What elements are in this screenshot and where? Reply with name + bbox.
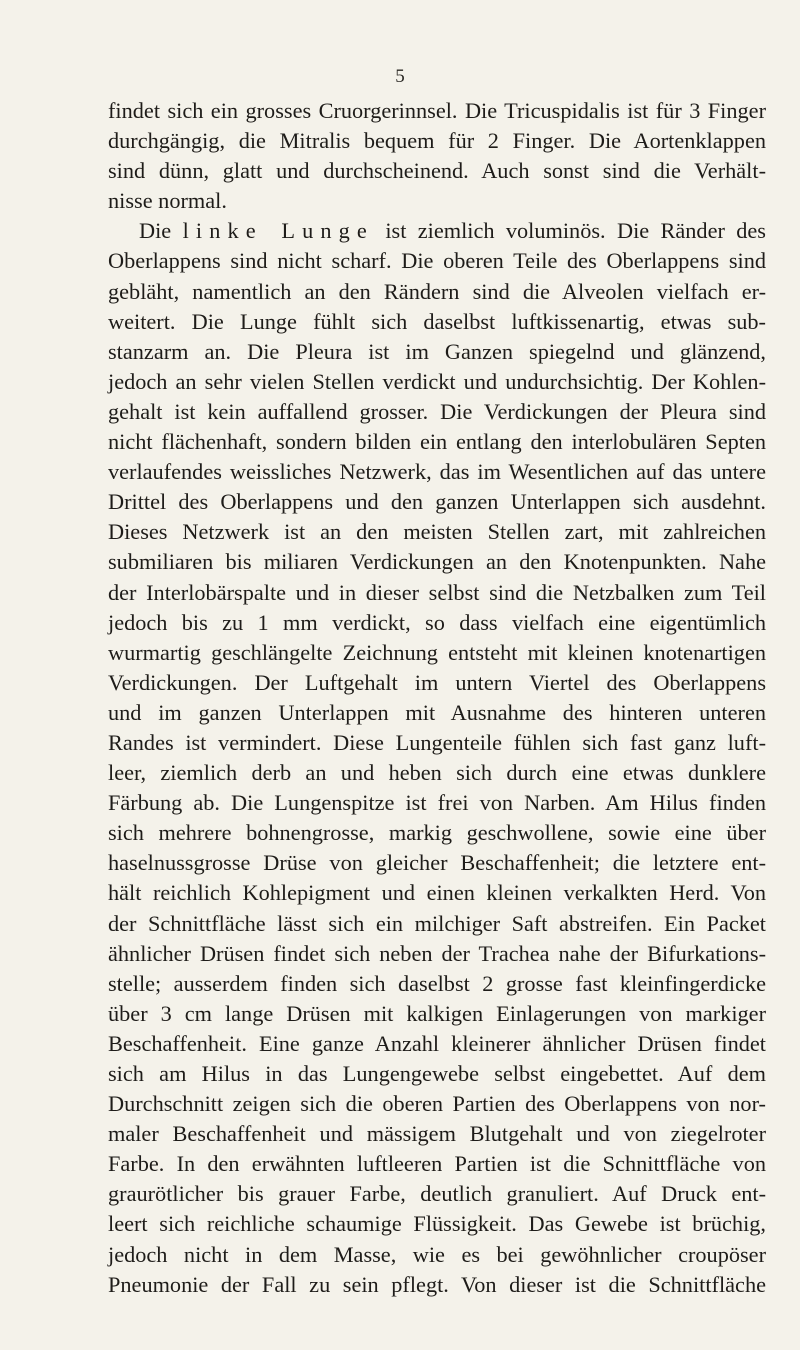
text-line: verlaufendes weissliches Netzwerk, das im Wesentlichen auf das untere — [108, 459, 766, 485]
text-line: Pneumonie der Fall zu sein pflegt. Von dieser ist die Schnittfläche — [108, 1271, 766, 1297]
text-line: Färbung ab. Die Lungenspitze ist frei von Narben. Am Hilus finden — [108, 790, 766, 816]
text-line: sich mehrere bohnengrosse, markig geschwollene, sowie eine über — [108, 820, 766, 846]
text-line: Farbe. In den erwähnten luftleeren Partien ist die Schnittfläche von — [108, 1151, 766, 1177]
text-line: der Schnittfläche lässt sich ein milchiger Saft abstreifen. Ein Packet — [108, 910, 766, 936]
text-line: jedoch nicht in dem Masse, wie es bei gewöhnlicher croupöser — [108, 1241, 766, 1267]
text-line: wurmartig geschlängelte Zeichnung entsteht mit kleinen knotenartigen — [108, 639, 766, 665]
body-text — [108, 96, 766, 1300]
text-fragment: Die — [139, 218, 183, 244]
text-line: Dieses Netzwerk ist an den meisten Stellen zart, mit zahlreichen — [108, 519, 766, 545]
text-line: Beschaffenheit. Eine ganze Anzahl kleinerer ähnlicher Drüsen findet — [108, 1030, 766, 1056]
text-line: maler Beschaffenheit und mässigem Blutgehalt und von ziegelroter — [108, 1121, 766, 1147]
text-line: jedoch bis zu 1 mm verdickt, so dass vielfach eine eigentümlich — [108, 609, 766, 635]
text-line: jedoch an sehr vielen Stellen verdickt und undurchsichtig. Der Kohlen- — [108, 368, 766, 394]
paragraph-left-lung — [108, 216, 766, 1299]
page-number: 5 — [395, 66, 405, 87]
text-line: nisse normal. — [108, 188, 227, 214]
text-line: weitert. Die Lunge fühlt sich daselbst luftkissenartig, etwas sub- — [108, 308, 766, 334]
paragraph-heart — [108, 96, 766, 216]
text-fragment: ist ziemlich voluminös. Die Ränder des — [373, 218, 766, 244]
text-line: leert sich reichliche schaumige Flüssigkeit. Das Gewebe ist brüchig, — [108, 1211, 766, 1237]
text-line: leer, ziemlich derb an und heben sich durch eine etwas dunklere — [108, 760, 766, 786]
text-line: der Interlobärspalte und in dieser selbst sind die Netzbalken zum Teil — [108, 579, 766, 605]
text-line: Oberlappens sind nicht scharf. Die oberen Teile des Oberlappens sind — [108, 248, 766, 274]
text-line: gehalt ist kein auffallend grosser. Die Verdickungen der Pleura sind — [108, 398, 766, 424]
text-line: stelle; ausserdem finden sich daselbst 2 grosse fast kleinfingerdicke — [108, 970, 766, 996]
text-line: submiliaren bis miliaren Verdickungen an den Knotenpunkten. Nahe — [108, 549, 766, 575]
spaced-term: linke Lunge — [182, 218, 374, 244]
text-line: gebläht, namentlich an den Rändern sind die Alveolen vielfach er- — [108, 278, 766, 304]
text-line: Drittel des Oberlappens und den ganzen Unterlappen sich ausdehnt. — [108, 489, 766, 515]
text-line: ähnlicher Drüsen findet sich neben der Trachea nahe der Bifurkations- — [108, 940, 766, 966]
text-line: über 3 cm lange Drüsen mit kalkigen Einlagerungen von markiger — [108, 1000, 766, 1026]
text-line: nicht flächenhaft, sondern bilden ein entlang den interlobulären Septen — [108, 429, 766, 455]
text-line: sind dünn, glatt und durchscheinend. Auch sonst sind die Verhält- — [108, 158, 766, 184]
text-line: durchgängig, die Mitralis bequem für 2 Finger. Die Aortenklappen — [108, 128, 766, 154]
text-line: Verdickungen. Der Luftgehalt im untern Viertel des Oberlappens — [108, 669, 766, 695]
text-line: und im ganzen Unterlappen mit Ausnahme des hinteren unteren — [108, 699, 766, 725]
text-line: sich am Hilus in das Lungengewebe selbst eingebettet. Auf dem — [108, 1061, 766, 1086]
text-line: haselnussgrosse Drüse von gleicher Beschaffenheit; die letztere ent- — [108, 850, 766, 876]
text-line: Durchschnitt zeigen sich die oberen Partien des Oberlappens von nor- — [108, 1091, 766, 1117]
text-line — [108, 216, 766, 246]
text-line: findet sich ein grosses Cruorgerinnsel. Die Tricuspidalis ist für 3 Finger — [108, 98, 766, 123]
text-line: graurötlicher bis grauer Farbe, deutlich granuliert. Auf Druck ent- — [108, 1181, 766, 1207]
text-line: Randes ist vermindert. Diese Lungenteile fühlen sich fast ganz luft- — [108, 729, 766, 755]
text-line: stanzarm an. Die Pleura ist im Ganzen spiegelnd und glänzend, — [108, 338, 766, 364]
text-line: hält reichlich Kohlepigment und einen kleinen verkalkten Herd. Von — [108, 880, 766, 906]
